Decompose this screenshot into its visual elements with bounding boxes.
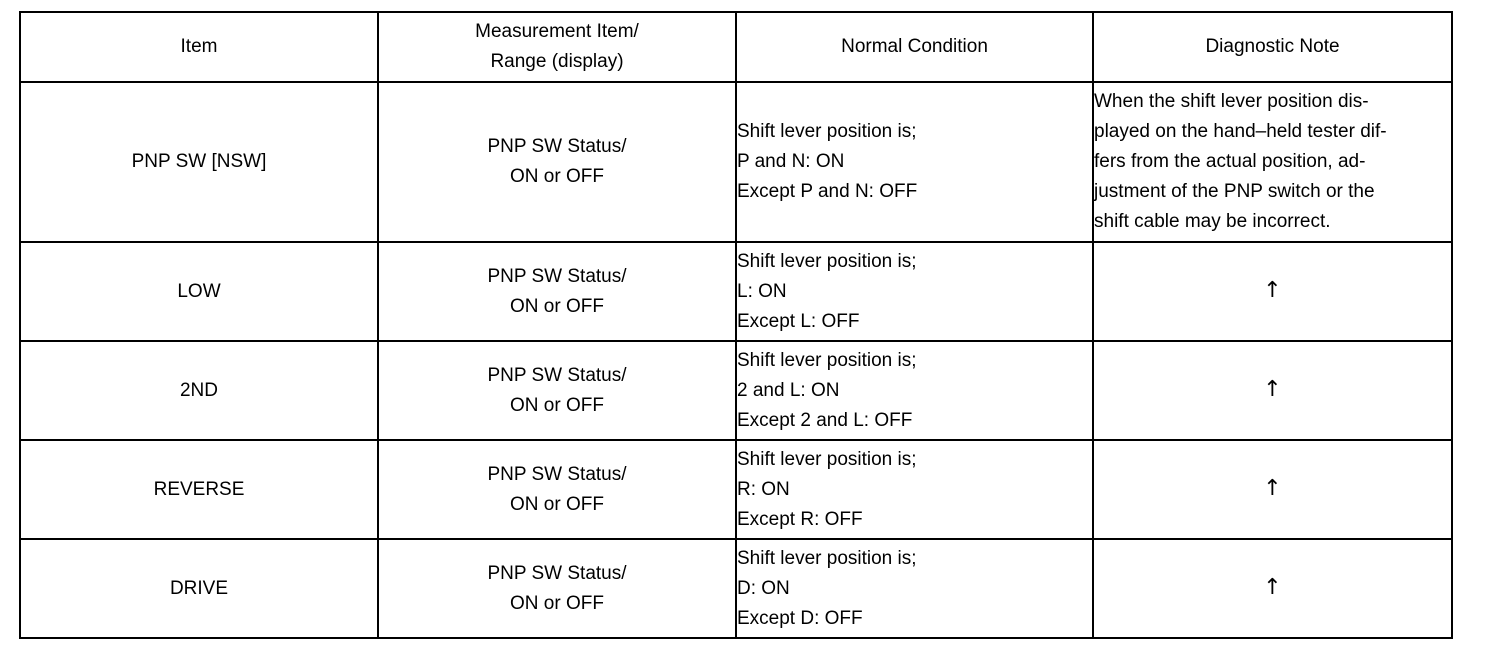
normal-condition-cell bbox=[736, 440, 1093, 539]
normal-condition-cell bbox=[736, 341, 1093, 440]
header-row bbox=[20, 12, 1452, 82]
diagnostic-note-cell bbox=[1093, 539, 1452, 638]
measurement-cell bbox=[378, 539, 736, 638]
condition-line1: Shift lever position is; bbox=[737, 121, 917, 142]
diagnostic-note-cell bbox=[1093, 242, 1452, 341]
diagnostic-note-cell bbox=[1093, 341, 1452, 440]
measurement-line1: PNP SW Status/ bbox=[487, 136, 627, 157]
item-label: LOW bbox=[177, 280, 221, 302]
measurement-line2: ON or OFF bbox=[510, 394, 604, 416]
condition-line1: Shift lever position is; bbox=[737, 349, 917, 371]
normal-condition-cell bbox=[736, 539, 1093, 638]
diagnostic-note-cell bbox=[1093, 82, 1452, 242]
header-item bbox=[20, 12, 378, 82]
condition-line3: Except P and N: OFF bbox=[737, 181, 918, 202]
measurement-line1: PNP SW Status/ bbox=[487, 463, 627, 485]
condition-line2: D: ON bbox=[737, 577, 790, 599]
table-row bbox=[20, 82, 1452, 242]
measurement-cell bbox=[378, 341, 736, 440]
header-measurement-line2: Range (display) bbox=[490, 51, 624, 72]
condition-line3: Except R: OFF bbox=[737, 508, 863, 530]
item-cell bbox=[20, 242, 378, 341]
condition-line2: P and N: ON bbox=[737, 151, 845, 172]
table-row bbox=[20, 539, 1452, 638]
normal-condition-cell bbox=[736, 82, 1093, 242]
measurement-line2: ON or OFF bbox=[510, 295, 604, 317]
header-diagnostic-note-label: Diagnostic Note bbox=[1205, 36, 1340, 57]
measurement-line2: ON or OFF bbox=[510, 592, 604, 614]
item-label: 2ND bbox=[179, 379, 218, 401]
header-measurement-line1: Measurement Item/ bbox=[475, 21, 639, 42]
condition-line3: Except L: OFF bbox=[737, 310, 860, 332]
measurement-cell bbox=[378, 242, 736, 341]
header-normal-condition-label: Normal Condition bbox=[841, 36, 988, 57]
ditto-arrow-up-icon: ↑ bbox=[1263, 575, 1282, 600]
measurement-line1: PNP SW Status/ bbox=[487, 364, 627, 386]
condition-line2: L: ON bbox=[737, 280, 787, 302]
diagnostic-table bbox=[19, 11, 1453, 639]
item-cell bbox=[20, 341, 378, 440]
note-line: When the shift lever position dis- bbox=[1094, 91, 1369, 112]
diagnostic-note-cell bbox=[1093, 440, 1452, 539]
item-cell bbox=[20, 539, 378, 638]
item-cell bbox=[20, 82, 378, 242]
condition-line2: 2 and L: ON bbox=[737, 379, 840, 401]
measurement-line2: ON or OFF bbox=[510, 493, 604, 515]
ditto-arrow-up-icon: ↑ bbox=[1263, 476, 1282, 501]
measurement-cell bbox=[378, 440, 736, 539]
measurement-line1: PNP SW Status/ bbox=[487, 265, 627, 287]
condition-line3: Except 2 and L: OFF bbox=[737, 409, 913, 431]
header-normal-condition bbox=[736, 12, 1093, 82]
header-item-label: Item bbox=[180, 36, 218, 57]
normal-condition-cell bbox=[736, 242, 1093, 341]
condition-line1: Shift lever position is; bbox=[737, 250, 917, 272]
measurement-line2: ON or OFF bbox=[510, 166, 604, 187]
ditto-arrow-up-icon: ↑ bbox=[1263, 278, 1282, 303]
table-row bbox=[20, 341, 1452, 440]
condition-line2: R: ON bbox=[737, 478, 790, 500]
ditto-arrow-up-icon: ↑ bbox=[1263, 377, 1282, 402]
measurement-cell bbox=[378, 82, 736, 242]
header-diagnostic-note bbox=[1093, 12, 1452, 82]
note-line: shift cable may be incorrect. bbox=[1094, 211, 1331, 232]
note-line: justment of the PNP switch or the bbox=[1094, 181, 1375, 202]
condition-line1: Shift lever position is; bbox=[737, 547, 917, 569]
condition-line3: Except D: OFF bbox=[737, 607, 863, 629]
item-label: DRIVE bbox=[169, 577, 229, 599]
measurement-line1: PNP SW Status/ bbox=[487, 562, 627, 584]
header-measurement bbox=[378, 12, 736, 82]
item-label: PNP SW [NSW] bbox=[131, 151, 267, 172]
note-line: fers from the actual position, ad- bbox=[1094, 151, 1366, 172]
item-cell bbox=[20, 440, 378, 539]
table-row bbox=[20, 242, 1452, 341]
item-label: REVERSE bbox=[153, 478, 245, 500]
table-row bbox=[20, 440, 1452, 539]
condition-line1: Shift lever position is; bbox=[737, 448, 917, 470]
note-line: played on the hand–held tester dif- bbox=[1094, 121, 1387, 142]
